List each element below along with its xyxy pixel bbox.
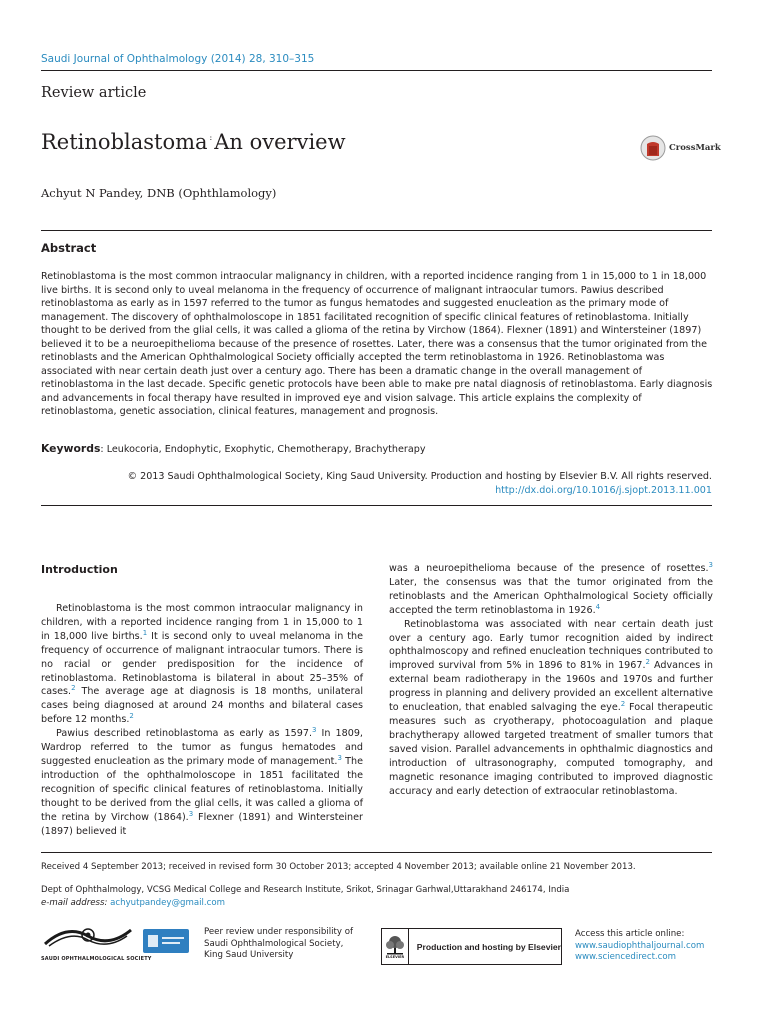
received-dates: Received 4 September 2013; received in revised form 30 October 2013; accepted 4 November 2013; available online 21 November 2013. bbox=[41, 862, 636, 872]
sciencedirect-url[interactable]: www.sciencedirect.com bbox=[575, 952, 677, 962]
abstract-top-rule bbox=[41, 230, 712, 231]
ksu-logo bbox=[143, 929, 189, 953]
journal-citation[interactable]: Saudi Journal of Ophthalmology (2014) 28, 310–315 bbox=[41, 53, 315, 65]
footnote-rule bbox=[41, 852, 712, 853]
email-label: e-mail address: bbox=[41, 897, 108, 908]
elsevier-wordmark: ELSEVIER bbox=[385, 954, 405, 959]
production-label: Production and hosting by Elsevier bbox=[416, 941, 561, 952]
citation-ref[interactable]: 3 bbox=[312, 726, 317, 735]
elsevier-tree-icon bbox=[384, 935, 406, 955]
abstract-bottom-rule bbox=[41, 505, 712, 506]
affiliation: Dept of Ophthalmology, VCSG Medical College and Research Institute, Srikot, Srinagar Garhwal,Uttarakhand 246174, India bbox=[41, 885, 570, 895]
copyright-text: © 2013 Saudi Ophthalmological Society, King Saud University. Production and hosting by Elsevier B.V. All rights reserved. bbox=[127, 471, 712, 482]
title-rest: An overview bbox=[214, 130, 346, 154]
affiliation-block bbox=[41, 884, 569, 909]
email-link[interactable]: achyutpandey@gmail.com bbox=[110, 897, 226, 908]
citation-ref[interactable]: 3 bbox=[708, 561, 713, 569]
society-emblem-icon bbox=[41, 922, 136, 952]
keywords-line bbox=[41, 442, 426, 455]
access-label: Access this article online: bbox=[575, 929, 685, 939]
keywords-values: Leukocoria, Endophytic, Exophytic, Chemotherapy, Brachytherapy bbox=[106, 444, 426, 455]
citation-ref[interactable]: 2 bbox=[620, 700, 626, 709]
citation-ref[interactable]: 1 bbox=[142, 628, 148, 637]
elsevier-logo bbox=[382, 929, 409, 964]
citation-ref[interactable]: 3 bbox=[188, 809, 194, 818]
society-logo-text: SAUDI OPHTHALMOLOGICAL SOCIETY bbox=[41, 956, 152, 962]
doi-link[interactable]: http://dx.doi.org/10.1016/j.sjopt.2013.11.001 bbox=[495, 485, 712, 496]
title-main: Retinoblastoma bbox=[41, 130, 208, 154]
ksu-emblem-icon bbox=[143, 929, 189, 953]
crossmark-badge[interactable] bbox=[640, 135, 721, 161]
crossmark-label: CrossMark bbox=[669, 143, 721, 153]
citation-ref[interactable]: 2 bbox=[129, 712, 134, 721]
abstract-text: Retinoblastoma is the most common intraocular malignancy in children, with a reported incidence ranging from 1 in 15,000 to 1 in 18,000 live births. It is second only to uveal melanoma in the frequency of occurrence of malignant intraocular tumors. Pawius described retinoblastoma as early as in 1597 referred to the tumor as fungus hematodes and suggested enucleation as the primary mode of management. The discovery of ophthalmoloscope in 1851 facilitated recognition of specific clinical features of retinoblastoma. Initially thought to be derived from the glial cells, it was called a glioma of the retina by Virchow (1864). Flexner (1891) and Wintersteiner (1897) believed it to be a neuroepithelioma because of the presence of rosettes. Later, there was a consensus that the tumor originated from the retinoblasts and the American Ophthalmological Society officially accepted the term retinoblastoma in 1926. Retinoblastoma was associated with near certain death just over a century ago. There has been a dramatic change in the overall management of retinoblastoma in the last decade. Specific genetic protocols have been able to make pre natal diagnosis of retinoblastoma. Early diagnosis and advancements in focal therapy have resulted in improved eye and vision salvage. This article explains the complexity of retinoblastoma, genetic association, clinical features, management and prognosis. bbox=[41, 271, 713, 417]
paragraph: Retinoblastoma is the most common intraocular malignancy in children, with a reported incidence ranging from 1 in 15,000 to 1 in 18,000 live births.$^1$ It is second only to uveal melanoma in the frequency of occurrence of malignant intraocular tumors. There is no racial or gender predisposition for the incidence of retinoblastoma. Retinoblastoma is bilateral in about 25–35% of cases.$^2$ The average age at diagnosis is 18 months, unilateral cases being diagnosed at around 24 months and bilateral cases before 12 months.$^2$ bbox=[41, 603, 363, 726]
body-column-right bbox=[389, 562, 713, 798]
article-title bbox=[41, 130, 346, 154]
email-line bbox=[41, 897, 569, 910]
abstract-heading: Abstract bbox=[41, 241, 97, 255]
elsevier-box[interactable] bbox=[381, 928, 562, 965]
header-rule bbox=[41, 70, 712, 71]
journal-url[interactable]: www.saudiophthaljournal.com bbox=[575, 940, 705, 951]
access-block bbox=[575, 929, 704, 964]
paragraph: was a neuroepithelioma because of the presence of rosettes.$^3$ Later, the consensus was that the tumor originated from the retinoblasts and the American Ophthalmological Society officially accepted the term retinoblastoma in 1926.$^4$ bbox=[389, 561, 713, 616]
peer-review-note: Peer review under responsibility of Saudi Ophthalmological Society, King Saud University bbox=[204, 927, 353, 960]
article-type: Review article bbox=[41, 85, 147, 101]
author-line: Achyut N Pandey, DNB (Ophthlamology) bbox=[41, 186, 277, 200]
crossmark-icon bbox=[640, 135, 666, 161]
copyright-block bbox=[127, 470, 712, 498]
keywords-colon: : bbox=[100, 444, 104, 455]
body-column-left bbox=[41, 602, 363, 838]
citation-ref[interactable]: 3 bbox=[337, 753, 342, 762]
paragraph: Pawius described retinoblastoma as early as 1597.$^3$ In 1809, Wardrop referred to the tumor as fungus hematodes and suggested enucleation as the primary mode of management.$^3$ The introduction of the ophthalmoloscope in 1851 facilitated the recognition of specific clinical features of retinoblastoma. Initially thought to be derived from the glial cells, it was called a glioma of the retina by Virchow (1864).$^3$ Flexner (1891) and Wintersteiner (1897) believed it bbox=[41, 726, 363, 837]
keywords-label: Keywords bbox=[41, 442, 101, 455]
title-sup: : bbox=[209, 133, 213, 142]
citation-ref[interactable]: 2 bbox=[645, 658, 651, 667]
citation-ref[interactable]: 2 bbox=[71, 684, 76, 693]
paragraph: Retinoblastoma was associated with near certain death just over a century ago. Early tumor recognition aided by indirect ophthalmoscopy and refined enucleation techniques contributed to improved survival from 5% in 1896 to 81% in 1967.$^2$ Advances in external beam radiotherapy in the 1960s and 1970s and further progress in planning and delivery provided an excellent alternative to enucleation, that enabled salvaging the eye.$^2$ Focal therapeutic measures such as cryotherapy, photocoagulation and plaque brachytherapy allowed targeted treatment of smaller tumors that saved vision. Parallel advancements in ophthalmic diagnostics and introduction of ultrasonography, computed tomography, and magnetic resonance imaging contributed to improved diagnostic accuracy and early detection of extraocular retinoblastoma. bbox=[389, 618, 713, 797]
citation-ref[interactable]: 4 bbox=[595, 602, 601, 611]
introduction-heading: Introduction bbox=[41, 563, 118, 576]
society-logo bbox=[41, 922, 152, 964]
